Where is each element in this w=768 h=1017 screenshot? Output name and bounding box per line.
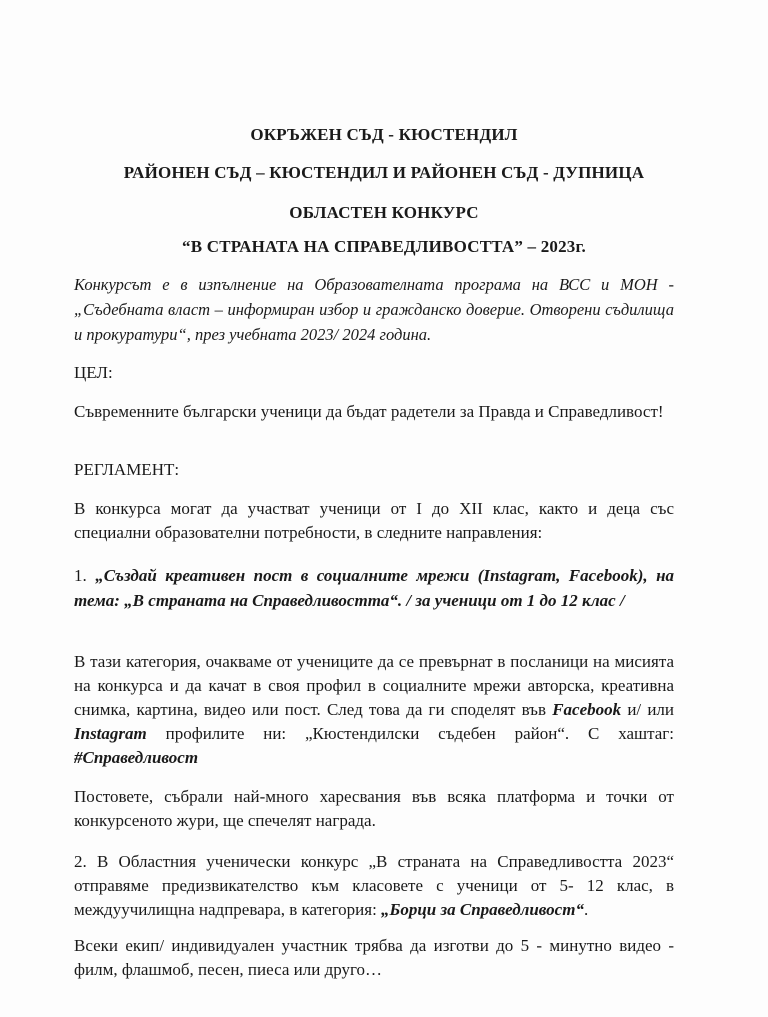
item-2-category: „Борци за Справедливост“ — [381, 900, 584, 919]
rules-label: РЕГЛАМЕНТ: — [74, 460, 180, 479]
goal-paragraph: Съвременните български ученици да бъдат радетели за Правда и Справедливост! — [74, 402, 664, 421]
item-2-end: . — [583, 900, 589, 919]
heading-competition: ОБЛАСТЕН КОНКУРС — [289, 203, 479, 222]
category-1-part3: профилите ни: „Кюстендилски съдебен район“. С хаштаг: — [146, 724, 674, 743]
item-1-text: „Създай креативен пост в социалните мрежи (Instagram, Facebook), на тема: „В страната на Справедливостта“. / за ученици от 1 до 12 клас / — [74, 566, 675, 610]
item-1-number: 1. — [74, 566, 87, 585]
heading-district-court: ОКРЪЖЕН СЪД - КЮСТЕНДИЛ — [250, 125, 518, 144]
team-paragraph: Всеки екип/ индивидуален участник трябва да изготви до 5 - минутно видео - филм, флашмоб, песен, пиеса или друго… — [74, 936, 674, 979]
item-2-paragraph — [74, 850, 674, 922]
category-1-paragraph — [74, 650, 674, 770]
facebook-label: Facebook — [552, 700, 622, 719]
heading-competition-title: “В СТРАНАТА НА СПРАВЕДЛИВОСТТА” – 2023г. — [182, 237, 586, 256]
item-2-text: 2. В Областния ученически конкурс „В страната на Справедливостта 2023“ отправяме предизвикателство към класовете с ученици от 5- 12 клас, в междуучилищна надпревара, в категория: — [74, 852, 674, 919]
category-1-part2: и/ или — [621, 700, 674, 719]
item-1 — [74, 563, 674, 613]
winners-paragraph: Постовете, събрали най-много харесвания във всяка платформа и точки от конкурсеното жури, ще спечелят награда. — [74, 787, 674, 830]
instagram-label: Instagram — [74, 724, 147, 743]
rules-paragraph: В конкурса могат да участват ученици от I до XII клас, както и деца със специални образователни потребности, в следните направления: — [74, 499, 674, 542]
category-1-part1: В тази категория, очакваме от учениците да се превърнат в посланици на мисията на конкурса и да качат в своя профил в социалните мрежи авторска, креативна снимка, картина, видео или пост. След това да ги споделят във — [74, 652, 674, 719]
heading-regional-courts: РАЙОНЕН СЪД – КЮСТЕНДИЛ И РАЙОНЕН СЪД - ДУПНИЦА — [123, 163, 645, 182]
intro-paragraph: Конкурсът е в изпълнение на Образователната програма на ВСС и МОН - „Съдебната власт – информиран избор и гражданско доверие. Отворени съдилища и прокуратури“, през учебната 2023/ 2024 година. — [74, 275, 674, 344]
goal-label: ЦЕЛ: — [74, 363, 113, 382]
hashtag: #Справедливост — [74, 748, 199, 767]
